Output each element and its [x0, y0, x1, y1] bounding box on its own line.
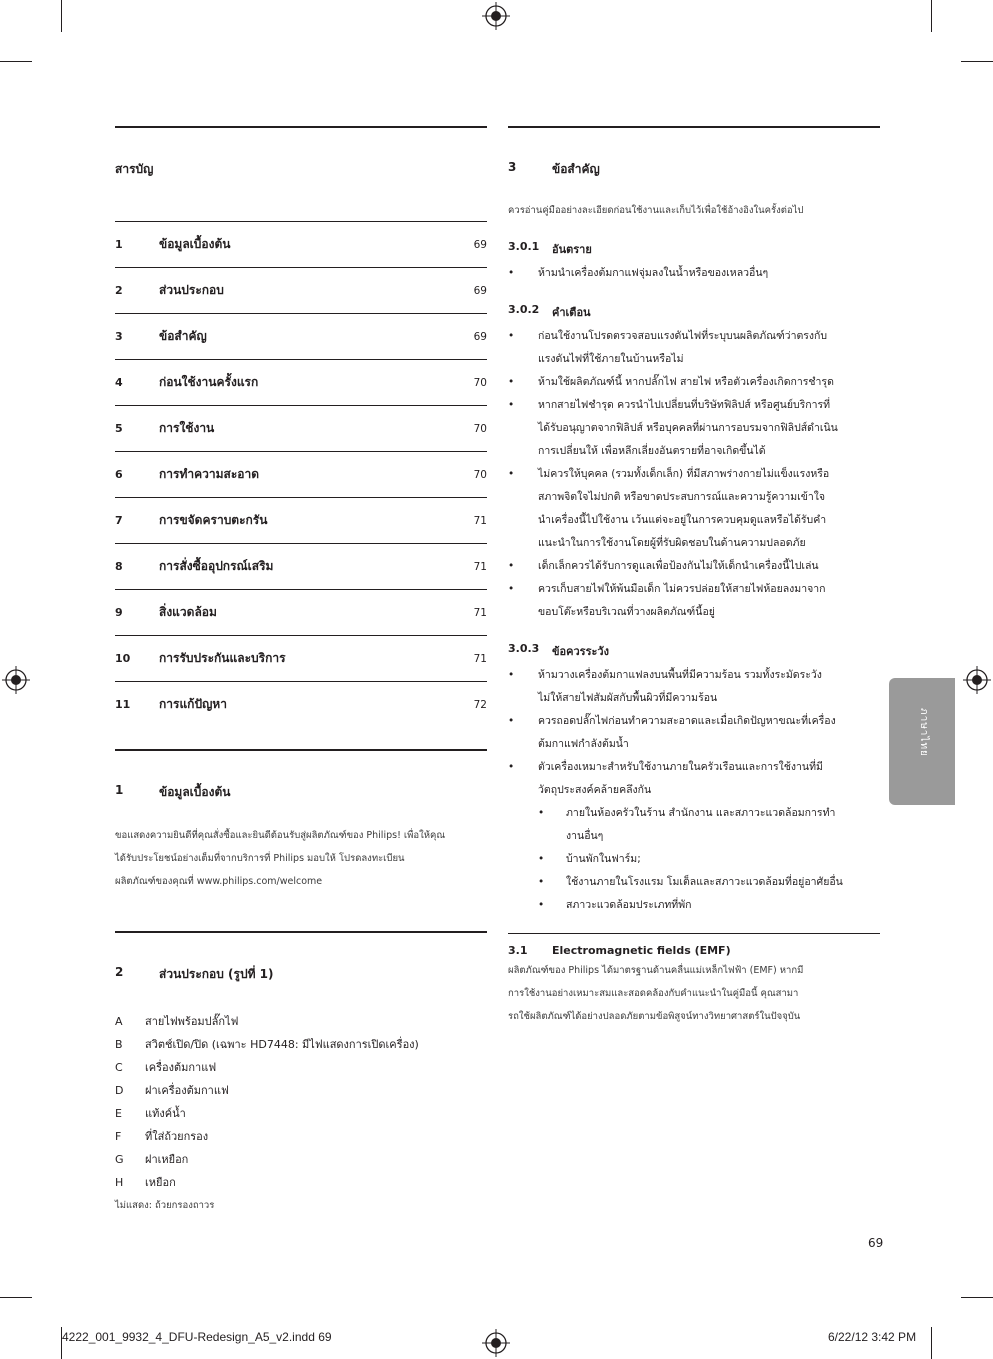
list-item: • ก่อนใช้งานโปรดตรวจสอบแรงดันไฟที่ระบุบนผลิตภัณฑ์ว่าตรงกับ แรงดันไฟที่ใช้ภายในบ้านหรือไม่: [508, 325, 880, 371]
list-item: D ฝาเครื่องต้มกาแฟ: [115, 1084, 229, 1097]
list-item: • ใช้งานภายในโรงแรม โมเต็ลและสภาวะแวดล้อมที่อยู่อาศัยอื่น: [508, 871, 880, 894]
caution-sublist: [508, 802, 880, 917]
crop-mark: [961, 1297, 993, 1298]
list-item: • ควรเก็บสายไฟให้พ้นมือเด็ก ไม่ควรปล่อยให้สายไฟห้อยลงมาจาก ขอบโต๊ะหรือบริเวณที่วางผลิตภัณฑ์นี้อยู่: [508, 578, 880, 624]
crop-mark: [0, 1297, 32, 1298]
list-item: • เด็กเล็กควรได้รับการดูแลเพื่อป้องกันไม่ให้เด็กนำเครื่องนี้ไปเล่น: [508, 555, 880, 578]
intro-heading: 1 ข้อมูลเบื้องต้น: [115, 783, 231, 799]
toc-row[interactable]: 8 การสั่งซื้ออุปกรณ์เสริม 71: [115, 543, 487, 589]
list-item: A สายไฟพร้อมปลั๊กไฟ: [115, 1015, 239, 1028]
list-item: • ห้ามนำเครื่องต้มกาแฟจุ่มลงในน้ำหรือของเหลวอื่นๆ: [508, 262, 880, 285]
list-item: • หากสายไฟชำรุด ควรนำไปเปลี่ยนที่บริษัทฟิลิปส์ หรือศูนย์บริการที่ ได้รับอนุญาตจากฟิลิปส์ หรือบุคคลที่ผ่านการอบรมจากฟิลิปส์ดำเนิน การเปลี่ยนให้ เพื่อหลีกเลี่ยงอันตรายที่อาจเกิดขึ้นได้: [508, 394, 880, 463]
list-item: C เครื่องต้มกาแฟ: [115, 1061, 217, 1074]
caution-heading: 3.0.3 ข้อควรระวัง: [508, 642, 609, 658]
emf-paragraph: ผลิตภัณฑ์ของ Philips ได้มาตรฐานด้านคลื่นแม่เหล็กไฟฟ้า (EMF) หากมี การใช้งานอย่างเหมาะสมและสอดคล้องกับคำแนะนำในคู่มือนี้ คุณสามา รถใช้ผลิตภัณฑ์ได้อย่างปลอดภัยตามข้อพิสูจน์ทางวิทยาศาสตร์ในปัจจุบัน: [508, 965, 804, 1022]
registration-mark-icon: [963, 666, 991, 694]
language-tab: [889, 678, 955, 805]
right-column: [508, 126, 880, 1028]
toc-row[interactable]: 10 การรับประกันและบริการ 71: [115, 635, 487, 681]
toc-list: [115, 221, 487, 727]
danger-heading: 3.0.1 อันตราย: [508, 240, 592, 256]
language-tab-label: ภาษาไทย: [918, 708, 929, 757]
list-item: • บ้านพักในฟาร์ม;: [508, 848, 880, 871]
toc-row[interactable]: 7 การขจัดคราบตะกรัน 71: [115, 497, 487, 543]
registration-mark-icon: [482, 2, 510, 30]
page-number: 69: [868, 1236, 884, 1250]
toc-row[interactable]: 5 การใช้งาน 70: [115, 405, 487, 451]
list-item: • ตัวเครื่องเหมาะสำหรับใช้งานภายในครัวเรือนและการใช้งานที่มี วัตถุประสงค์คล้ายคลึงกัน: [508, 756, 880, 802]
list-item: G ฝาเหยือก: [115, 1153, 189, 1166]
list-item: F ที่ใส่ถ้วยกรอง: [115, 1130, 209, 1143]
crop-mark: [961, 61, 993, 62]
left-column: [115, 126, 487, 1217]
caution-list: [508, 664, 880, 802]
footer-file-info: 4222_001_9932_4_DFU-Redesign_A5_v2.indd 69: [62, 1330, 332, 1344]
intro-paragraph: ขอแสดงความยินดีที่คุณสั่งซื้อและยินดีต้อนรับสู่ผลิตภัณฑ์ของ Philips! เพื่อให้คุณ ได้รับประโยชน์อย่างเต็มที่จากบริการที่ Philips มอบให้ โปรดลงทะเบียน ผลิตภัณฑ์ของคุณที่ www.philips.com/welcome: [115, 830, 446, 887]
toc-heading: สารบัญ: [115, 162, 154, 176]
registration-mark-icon: [2, 666, 30, 694]
important-heading: 3 ข้อสำคัญ: [508, 160, 600, 176]
list-item: • ควรถอดปลั๊กไฟก่อนทำความสะอาดและเมื่อเกิดปัญหาขณะที่เครื่อง ต้มกาแฟกำลังต้มน้ำ: [508, 710, 880, 756]
list-item: E แท้งค์น้ำ: [115, 1107, 186, 1120]
warning-list: [508, 325, 880, 624]
warning-heading: 3.0.2 คำเตือน: [508, 303, 591, 319]
list-item: • สภาวะแวดล้อมประเภทที่พัก: [508, 894, 880, 917]
list-item: • ห้ามใช้ผลิตภัณฑ์นี้ หากปลั๊กไฟ สายไฟ หรือตัวเครื่องเกิดการชำรุด: [508, 371, 880, 394]
footer-timestamp: 6/22/12 3:42 PM: [828, 1330, 917, 1344]
list-item: B สวิตช์เปิด/ปิด (เฉพาะ HD7448: มีไฟแสดงการเปิดเครื่อง): [115, 1038, 419, 1051]
list-item: H เหยือก: [115, 1176, 176, 1189]
parts-note: ไม่แสดง: ถ้วยกรองถาวร: [115, 1200, 215, 1211]
toc-row[interactable]: 3 ข้อสำคัญ 69: [115, 313, 487, 359]
crop-mark: [0, 61, 32, 62]
toc-row[interactable]: 6 การทำความสะอาด 70: [115, 451, 487, 497]
crop-mark: [931, 0, 932, 32]
crop-mark: [61, 0, 62, 32]
registration-mark-icon: [482, 1329, 510, 1357]
danger-list: [508, 262, 880, 285]
emf-heading: 3.1 Electromagnetic fields (EMF): [508, 944, 731, 957]
list-item: • ภายในห้องครัวในร้าน สำนักงาน และสภาวะแวดล้อมการทำ งานอื่นๆ: [508, 802, 880, 848]
important-intro: ควรอ่านคู่มืออย่างละเอียดก่อนใช้งานและเก็บไว้เพื่อใช้อ้างอิงในครั้งต่อไป: [508, 205, 804, 216]
toc-row[interactable]: 4 ก่อนใช้งานครั้งแรก 70: [115, 359, 487, 405]
parts-list: [115, 1010, 487, 1194]
list-item: • ห้ามวางเครื่องต้มกาแฟลงบนพื้นที่มีความร้อน รวมทั้งระมัดระวัง ไม่ให้สายไฟสัมผัสกับพื้นผิวที่มีความร้อน: [508, 664, 880, 710]
toc-row[interactable]: 1 ข้อมูลเบื้องต้น 69: [115, 221, 487, 267]
parts-heading: 2 ส่วนประกอบ (รูปที่ 1): [115, 965, 274, 981]
toc-row[interactable]: 11 การแก้ปัญหา 72: [115, 681, 487, 727]
list-item: • ไม่ควรให้บุคคล (รวมทั้งเด็กเล็ก) ที่มีสภาพร่างกายไม่แข็งแรงหรือ สภาพจิตใจไม่ปกติ หรือขาดประสบการณ์และความรู้ความเข้าใจ นำเครื่องนี้ไปใช้งาน เว้นแต่จะอยู่ในการควบคุมดูแลหรือได้รับคำ แนะนำในการใช้งานโดยผู้ที่รับผิดชอบในด้านความปลอดภัย: [508, 463, 880, 555]
toc-row[interactable]: 9 สิ่งแวดล้อม 71: [115, 589, 487, 635]
crop-mark: [931, 1327, 932, 1359]
toc-row[interactable]: 2 ส่วนประกอบ 69: [115, 267, 487, 313]
